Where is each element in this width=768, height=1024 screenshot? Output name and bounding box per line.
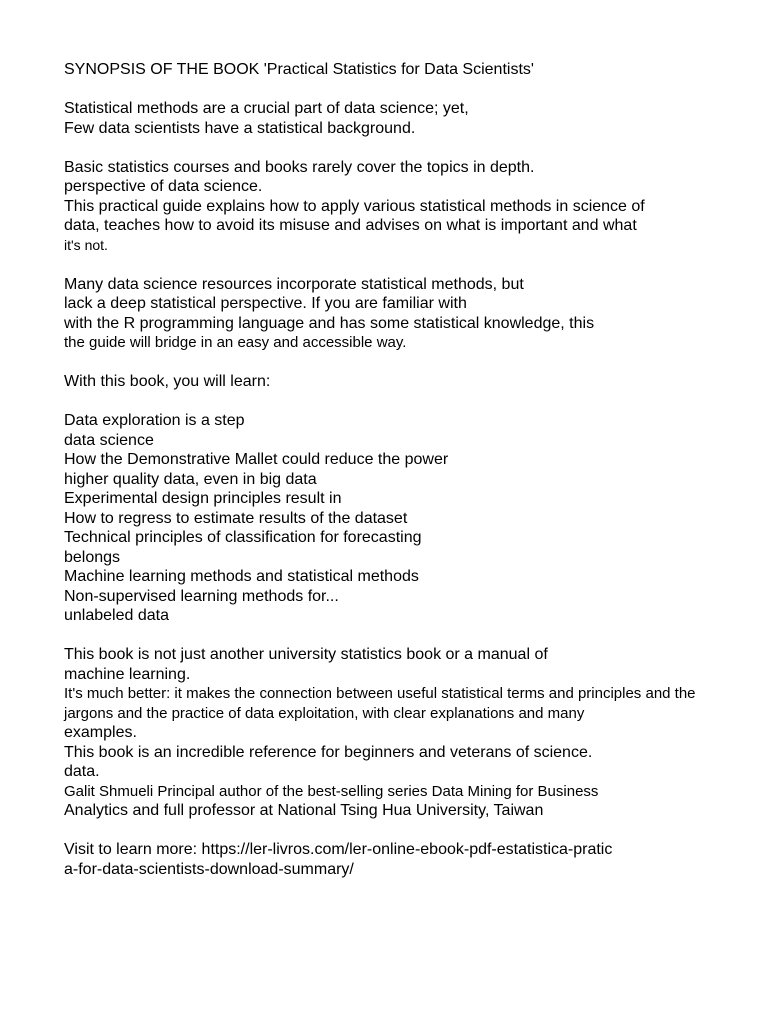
text-line: This practical guide explains how to apply various statistical methods in science of (64, 197, 645, 215)
text-line: Analytics and full professor at National Tsing Hua University, Taiwan (64, 802, 544, 819)
spacer (64, 138, 744, 158)
spacer (64, 80, 744, 100)
text-line: It's much better: it makes the connection between useful statistical terms and principles and the (64, 685, 696, 702)
text-line: Basic statistics courses and books rarely cover the topics in depth. (64, 158, 535, 176)
text-line: perspective of data science. (64, 178, 263, 195)
text-line: Statistical methods are a crucial part of data science; yet, (64, 100, 469, 117)
paragraph-basic-statistics (64, 158, 744, 256)
text-line: data, teaches how to avoid its misuse and advises on what is important and what (64, 217, 637, 234)
spacer (64, 821, 744, 841)
learn-intro: With this book, you will learn: (64, 373, 271, 390)
document-page (64, 60, 744, 879)
list-item: unlabeled data (64, 607, 169, 624)
spacer (64, 626, 744, 646)
list-item: Technical principles of classification for forecasting (64, 529, 422, 546)
text-line: jargons and the practice of data exploitation, with clear explanations and many (64, 704, 585, 722)
list-item: Non-supervised learning methods for... (64, 587, 339, 605)
list-item: higher quality data, even in big data (64, 470, 317, 488)
spacer (64, 255, 744, 275)
paragraph-resources (64, 275, 744, 353)
list-item: Data exploration is a step (64, 412, 245, 429)
text-line: data. (64, 763, 100, 780)
text-line: lack a deep statistical perspective. If you are familiar with (64, 295, 467, 312)
visit-link-line: Visit to learn more: https://ler-livros.com/ler-online-ebook-pdf-estatistica-pratic (64, 841, 613, 858)
list-item: How the Demonstrative Mallet could reduce the power (64, 451, 449, 468)
text-line: with the R programming language and has some statistical knowledge, this (64, 314, 595, 332)
learn-list (64, 411, 744, 626)
spacer (64, 392, 744, 412)
text-line: it's not. (64, 236, 108, 253)
spacer (64, 353, 744, 373)
text-line: This book is an incredible reference for beginners and veterans of science. (64, 743, 593, 761)
list-item: How to regress to estimate results of the dataset (64, 509, 408, 527)
paragraph-review (64, 645, 744, 821)
list-item: belongs (64, 548, 121, 566)
text-line: Many data science resources incorporate statistical methods, but (64, 275, 524, 293)
paragraph-visit (64, 840, 744, 879)
text-line: Galit Shmueli Principal author of the best-selling series Data Mining for Business (64, 782, 599, 800)
text-line: the guide will bridge in an easy and accessible way. (64, 334, 407, 351)
text-line: machine learning. (64, 665, 191, 683)
text-line: This book is not just another university statistics book or a manual of (64, 646, 548, 663)
paragraph-intro (64, 99, 744, 138)
document-title: SYNOPSIS OF THE BOOK 'Practical Statistics for Data Scientists' (64, 61, 534, 78)
list-item: data science (64, 431, 154, 449)
text-line: examples. (64, 724, 137, 741)
text-line: Few data scientists have a statistical background. (64, 119, 416, 137)
list-item: Experimental design principles result in (64, 490, 342, 507)
visit-link-line: a-for-data-scientists-download-summary/ (64, 860, 354, 878)
list-item: Machine learning methods and statistical methods (64, 568, 419, 585)
